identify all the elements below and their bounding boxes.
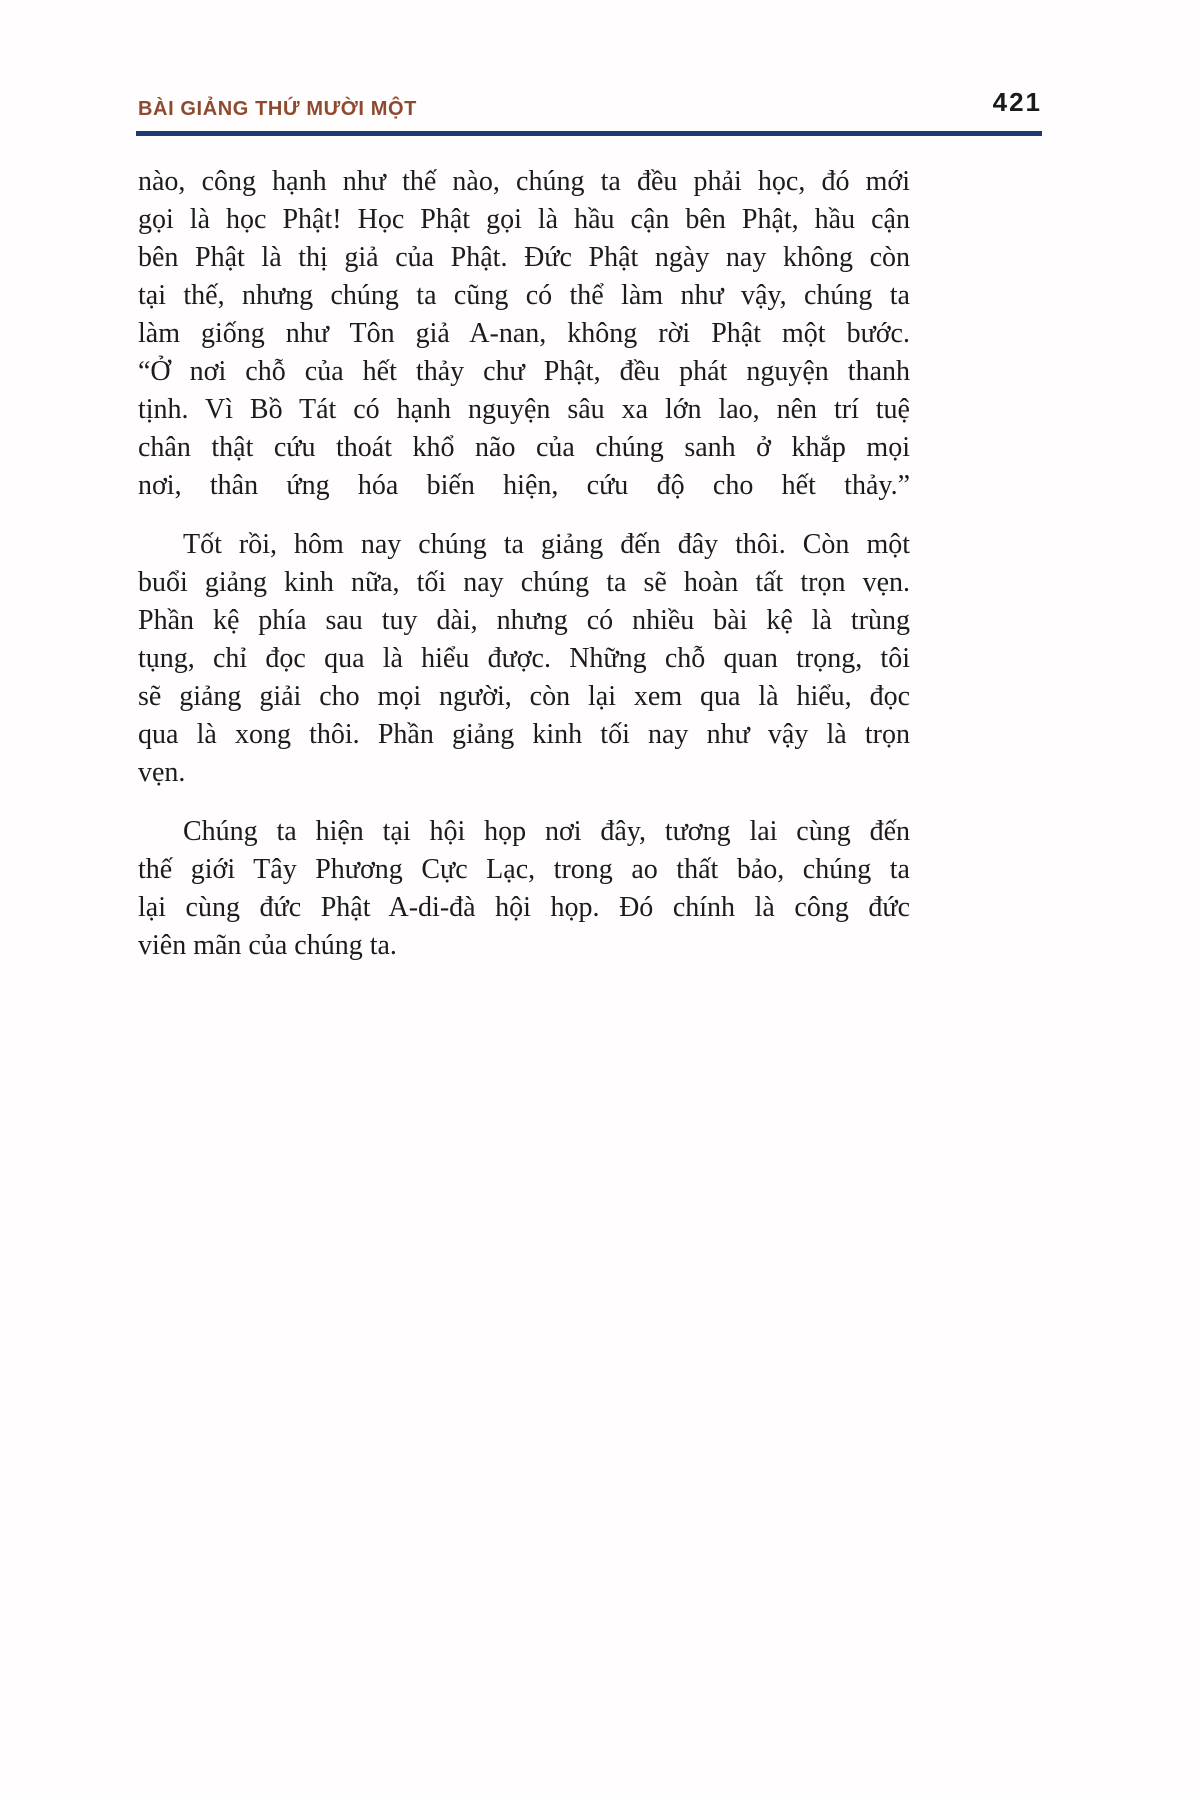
text-line: nào, công hạnh như thế nào, chúng ta đều phải học, đó mới xyxy=(138,166,910,197)
paragraph xyxy=(138,163,910,505)
text-line: Phần kệ phía sau tuy dài, nhưng có nhiều bài kệ là trùng xyxy=(138,605,910,636)
text-line: Tốt rồi, hôm nay chúng ta giảng đến đây thôi. Còn một xyxy=(183,529,910,560)
text-line: tịnh. Vì Bồ Tát có hạnh nguyện sâu xa lớn lao, nên trí tuệ xyxy=(138,394,910,425)
text-line: nơi, thân ứng hóa biến hiện, cứu độ cho hết thảy.” xyxy=(138,470,910,501)
text-line: tụng, chỉ đọc qua là hiểu được. Những chỗ quan trọng, tôi xyxy=(138,643,910,674)
text-line: viên mãn của chúng ta. xyxy=(138,930,397,961)
running-header-title: BÀI GIẢNG THỨ MƯỜI MỘT xyxy=(138,98,417,120)
text-line: chân thật cứu thoát khổ não của chúng sanh ở khắp mọi xyxy=(138,432,910,463)
text-line: “Ở nơi chỗ của hết thảy chư Phật, đều phát nguyện thanh xyxy=(138,356,910,387)
text-line: làm giống như Tôn giả A-nan, không rời Phật một bước. xyxy=(138,318,910,349)
text-line: gọi là học Phật! Học Phật gọi là hầu cận bên Phật, hầu cận xyxy=(138,204,910,235)
page-number: 421 xyxy=(992,87,1042,117)
paragraph xyxy=(138,526,910,792)
body-text xyxy=(138,163,910,965)
header-rule-divider xyxy=(136,131,1042,136)
text-line: thế giới Tây Phương Cực Lạc, trong ao thất bảo, chúng ta xyxy=(138,854,910,885)
text-line: lại cùng đức Phật A-di-đà hội họp. Đó chính là công đức xyxy=(138,892,910,923)
text-line: qua là xong thôi. Phần giảng kinh tối nay như vậy là trọn xyxy=(138,719,910,750)
paragraph xyxy=(138,813,910,965)
text-line: buổi giảng kinh nữa, tối nay chúng ta sẽ hoàn tất trọn vẹn. xyxy=(138,567,910,598)
text-line: tại thế, nhưng chúng ta cũng có thể làm như vậy, chúng ta xyxy=(138,280,910,311)
text-line: vẹn. xyxy=(138,757,186,788)
text-line: Chúng ta hiện tại hội họp nơi đây, tương lai cùng đến xyxy=(183,816,910,847)
text-line: bên Phật là thị giả của Phật. Đức Phật ngày nay không còn xyxy=(138,242,910,273)
text-line: sẽ giảng giải cho mọi người, còn lại xem qua là hiểu, đọc xyxy=(138,681,910,712)
